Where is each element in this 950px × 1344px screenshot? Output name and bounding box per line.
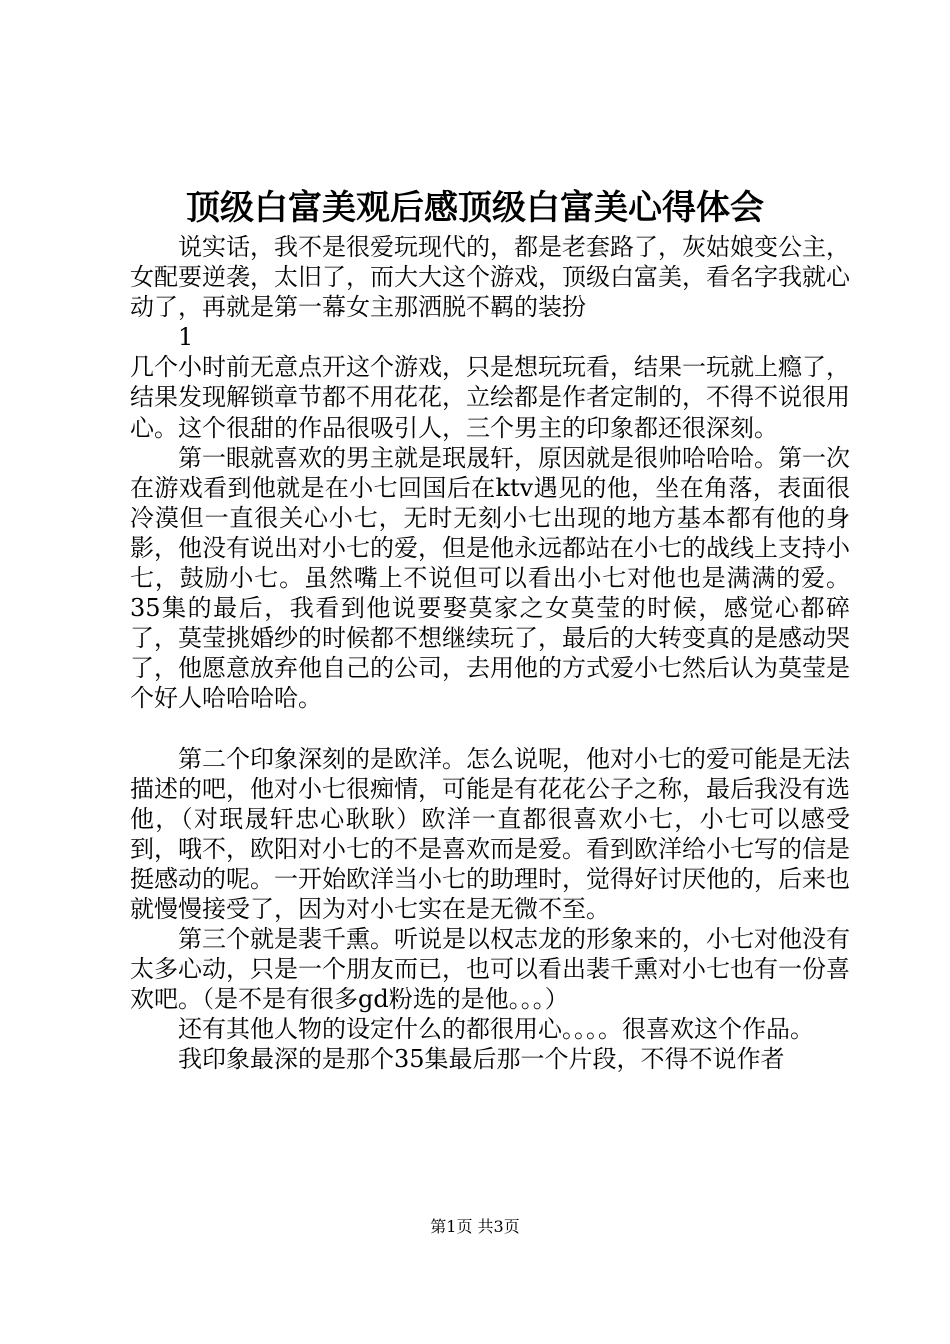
paragraph-number: 1 bbox=[178, 323, 194, 352]
page-footer bbox=[0, 1216, 950, 1238]
paragraph-gap bbox=[130, 714, 850, 744]
paragraph-other-characters: 还有其他人物的设定什么的都很用心。。。。很喜欢这个作品。 bbox=[178, 1015, 814, 1044]
paragraph-deepest-impression: 我印象最深的是那个35集最后那一个片段，不得不说作者 bbox=[178, 1045, 785, 1074]
paragraph-intro: 说实话，我不是很爱玩现代的，都是老套路了，灰姑娘变公主，女配要逆袭，太旧了，而大大这个游戏，顶级白富美，看名字我就心动了，再就是第一幕女主那洒脱不羁的装扮 bbox=[130, 233, 850, 322]
paragraph-male-lead-1: 第一眼就喜欢的男主就是珉晟轩，原因就是很帅哈哈哈。第一次在游戏看到他就是在小七回国后在ktv遇见的他，坐在角落，表面很冷漠但一直很关心小七，无时无刻小七出现的地方基本都有他的身影，他没有说出对小七的爱，但是他永远都站在小七的战线上支持小七，鼓励小七。虽然嘴上不说但可以看出小七对他也是满满的爱。35集的最后，我看到他说要娶莫家之女莫莹的时候，感觉心都碎了，莫莹挑婚纱的时候都不想继续玩了，最后的大转变真的是感动哭了，他愿意放弃他自己的公司，去用他的方式爱小七然后认为莫莹是个好人哈哈哈哈。 bbox=[130, 443, 850, 713]
document-body bbox=[130, 208, 850, 1075]
paragraph-first-impression: 几个小时前无意点开这个游戏，只是想玩玩看，结果一玩就上瘾了，结果发现解锁章节都不用花花，立绘都是作者定制的，不得不说很用心。这个很甜的作品很吸引人，三个男主的印象都还很深刻。 bbox=[130, 353, 850, 442]
paragraph-male-lead-2: 第二个印象深刻的是欧洋。怎么说呢，他对小七的爱可能是无法描述的吧，他对小七很痴情，可能是有花花公子之称，最后我没有选他，（对珉晟轩忠心耿耿）欧洋一直都很喜欢小七，小七可以感受到，哦不，欧阳对小七的不是喜欢而是爱。看到欧洋给小七写的信是挺感动的呢。一开始欧洋当小七的助理时，觉得好讨厌他的，后来也就慢慢接受了，因为对小七实在是无微不至。 bbox=[130, 744, 850, 923]
paragraph-male-lead-3: 第三个就是裴千熏。听说是以权志龙的形象来的，小七对他没有太多心动，只是一个朋友而已，也可以看出裴千熏对小七也有一份喜欢吧。（是不是有很多gd粉选的是他。。。） bbox=[130, 925, 850, 1014]
document-title: 顶级白富美观后感顶级白富美心得体会 bbox=[186, 188, 764, 228]
page-number-label: 第1页 共3页 bbox=[430, 1217, 520, 1236]
